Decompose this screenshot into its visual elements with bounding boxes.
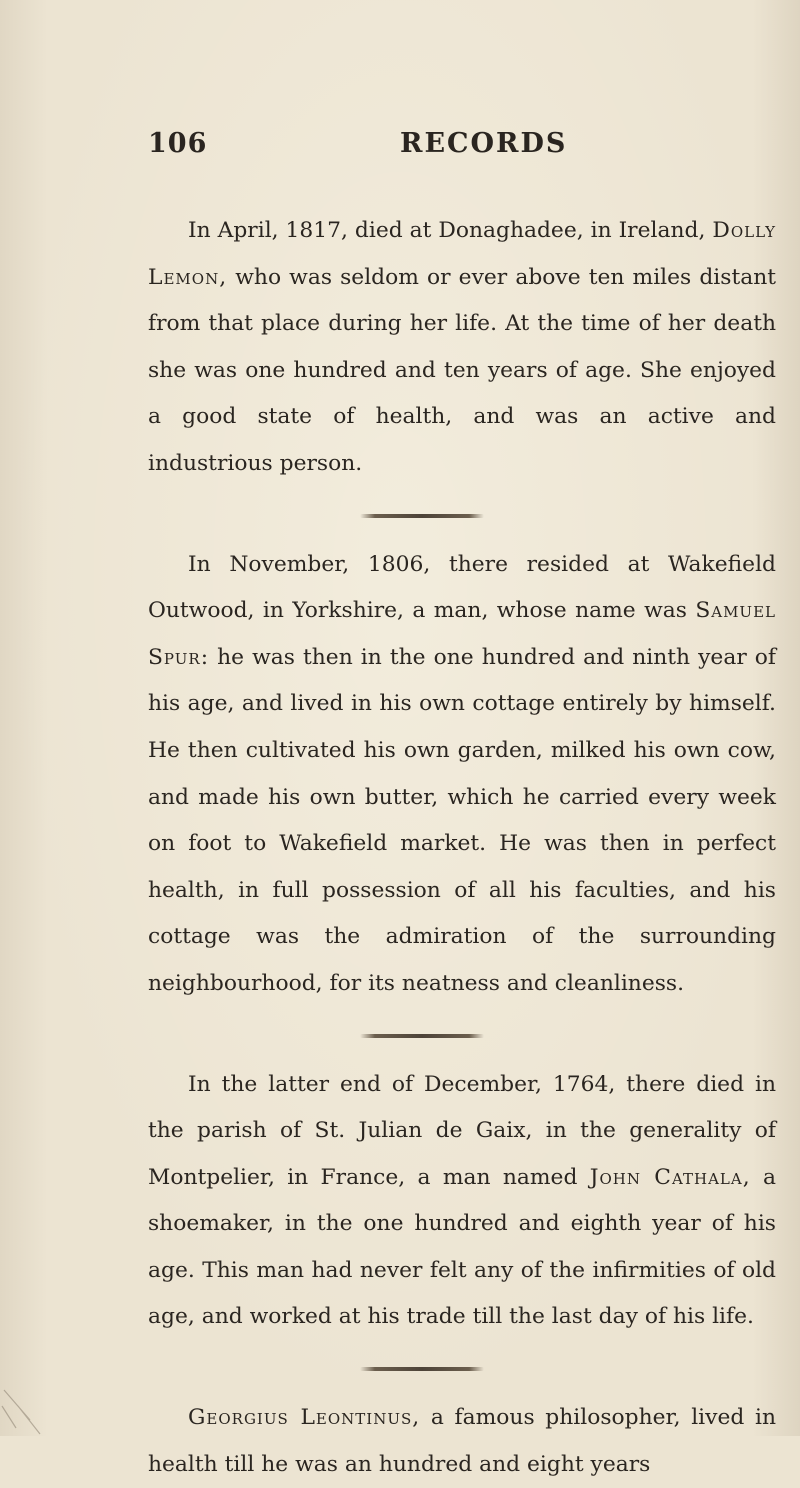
- section-divider: [360, 1034, 484, 1038]
- page-corner-scratch: [0, 1376, 60, 1436]
- person-name: Dolly Lemon,: [148, 218, 777, 290]
- person-name: Samuel Spur:: [148, 598, 776, 670]
- paragraph-text: he was then in the one hundred and ninth year of his age, and lived in his own cottage entirely by himself. He then cultivated his own garden, milked his own cow, and made his own butter, which he carried every week on foot to Wakefield market. He was then in perfect health, in full possession of all his faculties, and his cottage was the admiration of the surrounding neighbourhood, for its neatness and cleanliness.: [148, 644, 776, 996]
- paragraph-dolly-lemon: [148, 208, 776, 488]
- paragraph-lead: In April, 1817, died at Donaghadee, in Ireland,: [188, 218, 706, 243]
- paragraph-samuel-spur: [148, 542, 776, 1008]
- paragraph-text: a shoemaker, in the one hundred and eighth year of his age. This man had never felt any of the infirmities of old age, and worked at his trade till the last day of his life.: [148, 1164, 776, 1330]
- paragraph-text: a famous philosopher, lived in health till he was an hundred and eight years: [148, 1405, 776, 1477]
- body-text: [148, 208, 776, 1488]
- paragraph-john-cathala: [148, 1062, 776, 1342]
- running-head: [148, 128, 608, 168]
- paragraph-lead: In the latter end of December, 1764, there died in the parish of St. Julian de Gaix, in the generality of Montpelier, in France, a man named: [148, 1071, 776, 1190]
- paragraph-lead: In November, 1806, there resided at Wakefield Outwood, in Yorkshire, a man, whose name was: [148, 551, 776, 624]
- section-divider: [360, 514, 484, 518]
- paragraph-text: who was seldom or ever above ten miles distant from that place during her life. At the time of her death she was one hundred and ten years of age. She enjoyed a good state of health, and was an active and industrious person.: [148, 264, 776, 476]
- person-name: Georgius Leontinus,: [188, 1405, 421, 1431]
- person-name: John Cathala,: [589, 1164, 751, 1190]
- page-number: 106: [148, 128, 208, 159]
- paragraph-georgius-leontinus: [148, 1395, 776, 1488]
- running-title: RECORDS: [400, 128, 568, 159]
- section-divider: [360, 1367, 484, 1371]
